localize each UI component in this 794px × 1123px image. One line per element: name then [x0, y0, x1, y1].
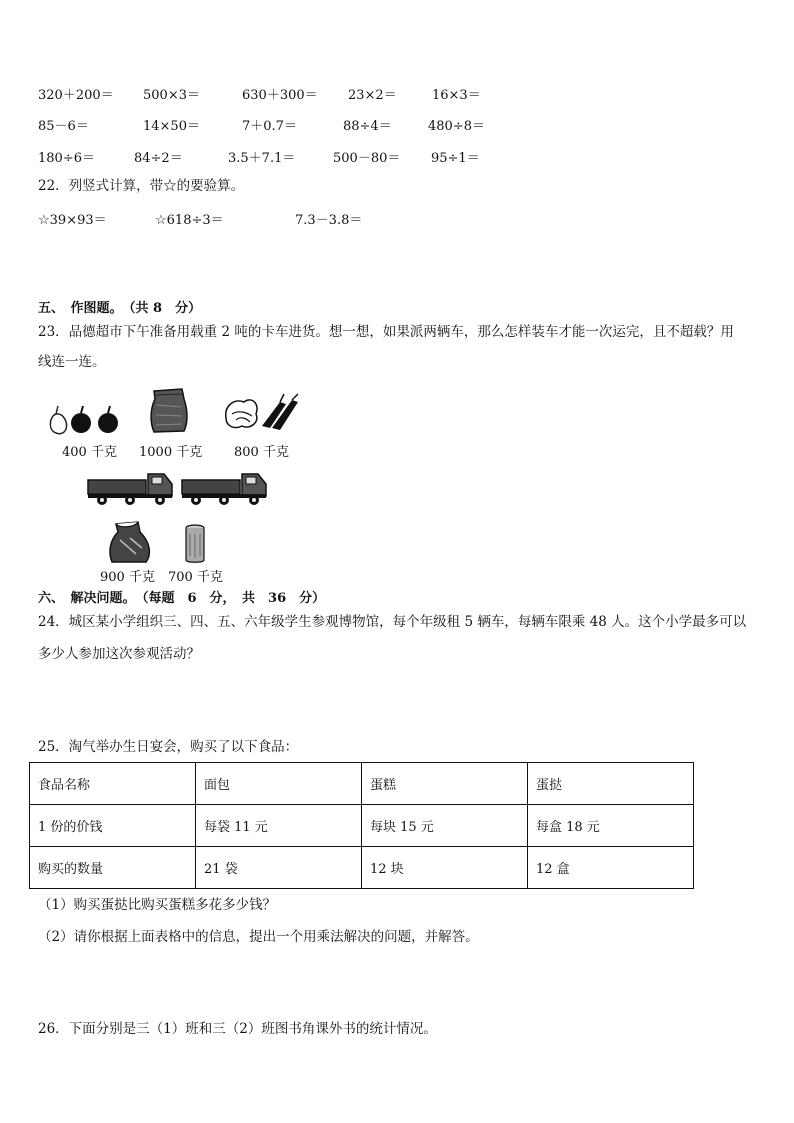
table-cell: 12 块 — [361, 847, 527, 889]
table-cell: 21 袋 — [195, 847, 361, 889]
table-cell: 每块 15 元 — [361, 805, 527, 847]
calc-item: 320＋200＝ — [38, 88, 114, 103]
goods-label: 800 千克 — [234, 445, 289, 460]
table-row — [30, 763, 694, 805]
goods-label: 400 千克 — [62, 445, 117, 460]
question-25-sub-1: （1）购买蛋挞比购买蛋糕多花多少钱？ — [38, 897, 277, 913]
table-cell: 食品名称 — [30, 763, 196, 805]
calc-item: 480÷8＝ — [428, 119, 485, 134]
q22-item: 7.3－3.8＝ — [295, 213, 363, 228]
question-23-line-1: 23．品德超市下午准备用载重 2 吨的卡车进货。想一想，如果派两辆车，那么怎样装车才能一次运完，且不超载？用 — [38, 324, 734, 340]
sack-icon — [148, 385, 190, 435]
section-6-heading: 六、 解决问题。 （每题 6 分， 共 36 分） — [38, 591, 326, 606]
calc-item: 84÷2＝ — [134, 151, 183, 166]
table-cell: 每袋 11 元 — [195, 805, 361, 847]
q22-item: ☆618÷3＝ — [155, 213, 224, 228]
question-25-intro: 25．淘气举办生日宴会，购买了以下食品： — [38, 739, 299, 755]
table-cell: 12 盒 — [527, 847, 693, 889]
truck-icon — [180, 468, 268, 508]
food-table — [29, 762, 694, 889]
question-26: 26．下面分别是三（1）班和三（2）班图书角课外书的统计情况。 — [38, 1021, 437, 1037]
table-row — [30, 805, 694, 847]
question-23-line-2: 线连一连。 — [38, 354, 106, 370]
question-25-sub-2: （2）请你根据上面表格中的信息，提出一个用乘法解决的问题，并解答。 — [38, 929, 479, 945]
question-22: 22．列竖式计算，带☆的要验算。 — [38, 178, 245, 194]
calc-item: 95÷1＝ — [431, 151, 480, 166]
table-cell: 面包 — [195, 763, 361, 805]
calc-item: 88÷4＝ — [343, 119, 392, 134]
vegetables-icon — [222, 392, 302, 432]
calc-item: 14×50＝ — [143, 119, 200, 134]
table-cell: 蛋糕 — [361, 763, 527, 805]
question-24-line-1: 24．城区某小学组织三、四、五、六年级学生参观博物馆，每个年级租 5 辆车，每辆车限乘 48 人。这个小学最多可以 — [38, 614, 747, 630]
bag-icon — [106, 520, 154, 564]
section-5-heading: 五、 作图题。 （共 8 分） — [38, 301, 202, 316]
calc-item: 3.5＋7.1＝ — [228, 151, 296, 166]
truck-icon — [86, 468, 174, 508]
can-icon — [183, 524, 207, 564]
calc-item: 500×3＝ — [143, 88, 200, 103]
calc-item: 500－80＝ — [333, 151, 401, 166]
calc-item: 85－6＝ — [38, 119, 89, 134]
question-24-line-2: 多少人参加这次参观活动？ — [38, 646, 200, 662]
fruit-icon — [46, 396, 126, 436]
table-cell: 蛋挞 — [527, 763, 693, 805]
q22-item: ☆39×93＝ — [38, 213, 107, 228]
calc-item: 23×2＝ — [348, 88, 397, 103]
goods-label: 1000 千克 — [139, 445, 203, 460]
table-cell: 购买的数量 — [30, 847, 196, 889]
goods-label: 900 千克 — [100, 570, 155, 585]
table-row — [30, 847, 694, 889]
goods-label: 700 千克 — [168, 570, 223, 585]
calc-item: 16×3＝ — [432, 88, 481, 103]
table-cell: 每盒 18 元 — [527, 805, 693, 847]
table-cell: 1 份的价钱 — [30, 805, 196, 847]
calc-item: 7＋0.7＝ — [242, 119, 297, 134]
calc-item: 180÷6＝ — [38, 151, 95, 166]
calc-item: 630＋300＝ — [242, 88, 318, 103]
